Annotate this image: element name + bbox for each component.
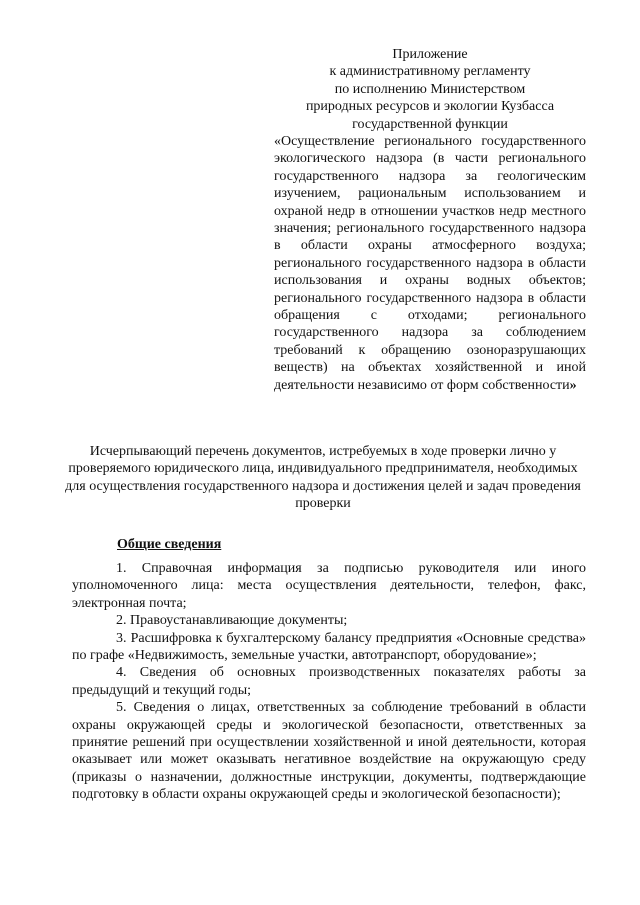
appendix-header — [274, 46, 586, 133]
list-item: 4. Сведения об основных производственных показателях работы за предыдущий и текущий годы; — [72, 665, 586, 698]
list-item: 2. Правоустанавливающие документы; — [116, 613, 348, 629]
appendix-line: государственной функции — [352, 116, 508, 132]
appendix-line: природных ресурсов и экологии Кузбасса — [305, 99, 555, 115]
function-name-text: «Осуществление регионального государственного экологического надзора (в части регионального государственного надзора за геологическим изучением, рациональным использованием и охраной недр в отношении участков недр местного значения; регионального государственного надзора в области охраны атмосферного воздуха; регионального государственного надзора в области использования и охраны водных объектов; регионального государственного надзора в области обращения с отходами; регионального государственного надзора за соблюдением требований к обращению озоноразрушающих веществ) на объектах хозяйственной и иной деятельности независимо от форм собственности — [274, 134, 586, 393]
document-list — [72, 560, 586, 804]
list-item: 3. Расшифровка к бухгалтерскому балансу предприятия «Основные средства» по графе «Недвижимость, земельные участки, автотранспорт, оборудование»; — [72, 630, 586, 664]
list-item: 1. Справочная информация за подписью руководителя или иного уполномоченного лица: места осуществления деятельности, телефон, факс, электронная почта; — [72, 561, 586, 611]
appendix-line: по исполнению Министерством — [334, 81, 526, 97]
appendix-line: к административному регламенту — [329, 64, 531, 80]
section-heading: Общие сведения — [117, 537, 222, 552]
closing-quote: » — [569, 377, 577, 393]
list-item: 5. Сведения о лицах, ответственных за соблюдение требований в области охраны окружающей среды и экологической безопасности, ответственных за принятие решений при осуществлении хозяйственной и иной деятельности, которая оказывает или может оказывать негативное воздействие на окружающую среду (приказы о назначении, должностные инструкции, документы, подтверждающие подготовку в области охраны окружающей среды и экологической безопасности); — [72, 700, 586, 803]
function-name-block — [274, 133, 586, 394]
document-title: Исчерпывающий перечень документов, истребуемых в ходе проверки лично у проверяемого юридического лица, индивидуального предпринимателя, необходимых для осуществления государственного надзора и достижения целей и задач проведения проверки — [65, 444, 581, 511]
appendix-line: Приложение — [392, 47, 468, 62]
